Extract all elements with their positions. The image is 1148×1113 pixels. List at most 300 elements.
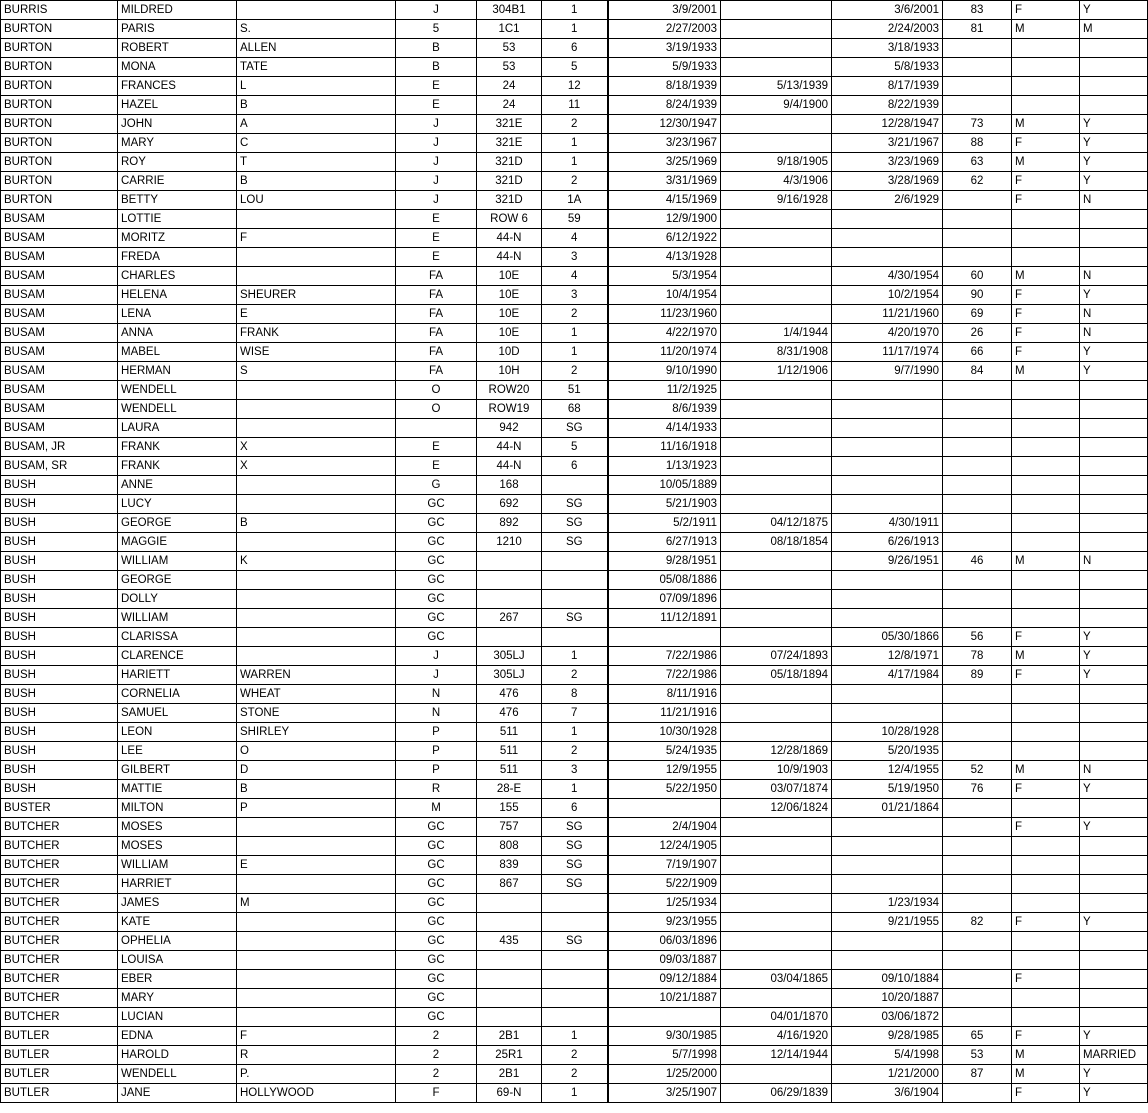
cell-birth-date — [721, 286, 832, 305]
table-row — [1, 305, 1148, 324]
cell-grave: SG — [542, 818, 608, 837]
cell-death-date: 8/17/1939 — [832, 77, 943, 96]
cell-lot: 44-N — [477, 248, 542, 267]
cell-section: GC — [396, 837, 477, 856]
table-row — [1, 666, 1148, 685]
cell-married — [1080, 989, 1148, 1008]
table-row — [1, 457, 1148, 476]
table-row — [1, 951, 1148, 970]
cell-married: Y — [1080, 1084, 1148, 1103]
cell-lot: 10E — [477, 267, 542, 286]
cell-sex: F — [1012, 305, 1080, 324]
cell-first-name: BETTY — [118, 191, 237, 210]
cell-first-name: DOLLY — [118, 590, 237, 609]
table-row — [1, 1027, 1148, 1046]
cell-last-name: BUSAM — [1, 381, 118, 400]
cell-first-name: GILBERT — [118, 761, 237, 780]
cell-death-date: 1/21/2000 — [832, 1065, 943, 1084]
table-row — [1, 1084, 1148, 1103]
cell-age — [943, 77, 1012, 96]
cell-married — [1080, 438, 1148, 457]
cell-death-date — [832, 571, 943, 590]
cell-married: N — [1080, 761, 1148, 780]
cell-last-name: BUSAM — [1, 210, 118, 229]
cell-middle-name: B — [237, 96, 396, 115]
cell-grave: 1 — [542, 1, 608, 20]
cell-first-name: MOSES — [118, 837, 237, 856]
cell-burial-date: 3/23/1967 — [608, 134, 721, 153]
cell-middle-name — [237, 419, 396, 438]
cell-lot: ROW 6 — [477, 210, 542, 229]
cell-last-name: BUSH — [1, 533, 118, 552]
cell-sex: F — [1012, 970, 1080, 989]
cell-birth-date — [721, 229, 832, 248]
table-row — [1, 704, 1148, 723]
cell-section: G — [396, 476, 477, 495]
cell-section: J — [396, 1, 477, 20]
cell-grave: 51 — [542, 381, 608, 400]
cell-first-name: CHARLES — [118, 267, 237, 286]
cell-death-date: 9/26/1951 — [832, 552, 943, 571]
cell-grave: 3 — [542, 761, 608, 780]
cell-last-name: BUSH — [1, 647, 118, 666]
cell-birth-date: 04/12/1875 — [721, 514, 832, 533]
cell-married — [1080, 419, 1148, 438]
table-row — [1, 362, 1148, 381]
cell-birth-date — [721, 590, 832, 609]
table-row — [1, 1, 1148, 20]
cell-sex: F — [1012, 191, 1080, 210]
cell-middle-name: WARREN — [237, 666, 396, 685]
cell-section: J — [396, 153, 477, 172]
cell-middle-name: FRANK — [237, 324, 396, 343]
cell-lot: 44-N — [477, 438, 542, 457]
cell-section: E — [396, 229, 477, 248]
cell-first-name: MARY — [118, 989, 237, 1008]
cell-birth-date — [721, 495, 832, 514]
cell-burial-date: 12/9/1955 — [608, 761, 721, 780]
cell-married — [1080, 96, 1148, 115]
cell-first-name: ROY — [118, 153, 237, 172]
cell-death-date — [832, 590, 943, 609]
table-row — [1, 761, 1148, 780]
table-row — [1, 913, 1148, 932]
cell-sex — [1012, 723, 1080, 742]
cell-first-name: EBER — [118, 970, 237, 989]
cell-middle-name: X — [237, 457, 396, 476]
cell-last-name: BURRIS — [1, 1, 118, 20]
cell-age: 62 — [943, 172, 1012, 191]
cell-age — [943, 1008, 1012, 1027]
cell-section: FA — [396, 286, 477, 305]
cell-age — [943, 856, 1012, 875]
cell-birth-date — [721, 1, 832, 20]
cell-married — [1080, 39, 1148, 58]
cell-burial-date: 8/24/1939 — [608, 96, 721, 115]
cell-last-name: BURTON — [1, 191, 118, 210]
cell-age — [943, 229, 1012, 248]
cell-first-name: LEON — [118, 723, 237, 742]
cell-last-name: BUSAM, JR — [1, 438, 118, 457]
cell-middle-name: L — [237, 77, 396, 96]
cell-burial-date: 11/20/1974 — [608, 343, 721, 362]
cell-married — [1080, 609, 1148, 628]
cell-middle-name — [237, 248, 396, 267]
cell-middle-name: P. — [237, 1065, 396, 1084]
cell-age: 83 — [943, 1, 1012, 20]
cell-married: Y — [1080, 115, 1148, 134]
cell-last-name: BUTLER — [1, 1046, 118, 1065]
cell-lot: 155 — [477, 799, 542, 818]
cell-death-date: 3/23/1969 — [832, 153, 943, 172]
cell-age: 82 — [943, 913, 1012, 932]
cell-grave — [542, 951, 608, 970]
cell-grave: 1 — [542, 343, 608, 362]
cell-birth-date: 04/01/1870 — [721, 1008, 832, 1027]
cell-birth-date: 07/24/1893 — [721, 647, 832, 666]
cell-lot: 24 — [477, 77, 542, 96]
cell-first-name: MARY — [118, 134, 237, 153]
cell-age — [943, 685, 1012, 704]
table-row — [1, 172, 1148, 191]
cell-lot — [477, 989, 542, 1008]
cell-lot: 476 — [477, 685, 542, 704]
cell-burial-date: 10/30/1928 — [608, 723, 721, 742]
cell-first-name: GEORGE — [118, 514, 237, 533]
cell-grave: 1 — [542, 134, 608, 153]
cell-lot: 53 — [477, 58, 542, 77]
cell-birth-date — [721, 913, 832, 932]
cell-burial-date: 9/10/1990 — [608, 362, 721, 381]
cell-first-name: CLARISSA — [118, 628, 237, 647]
cell-middle-name: SHIRLEY — [237, 723, 396, 742]
cell-lot: 321D — [477, 153, 542, 172]
cell-death-date — [832, 400, 943, 419]
cell-section: GC — [396, 951, 477, 970]
cell-middle-name — [237, 837, 396, 856]
cell-last-name: BUTCHER — [1, 875, 118, 894]
cell-middle-name: B — [237, 514, 396, 533]
cell-married — [1080, 1008, 1148, 1027]
cell-sex: F — [1012, 628, 1080, 647]
table-row — [1, 39, 1148, 58]
cell-section: 2 — [396, 1065, 477, 1084]
cell-grave: 3 — [542, 248, 608, 267]
cell-lot: 321E — [477, 115, 542, 134]
cell-birth-date — [721, 438, 832, 457]
cell-section: B — [396, 58, 477, 77]
cell-burial-date — [608, 628, 721, 647]
cell-birth-date — [721, 723, 832, 742]
cell-age — [943, 495, 1012, 514]
cell-first-name: MILTON — [118, 799, 237, 818]
cell-grave: SG — [542, 419, 608, 438]
cell-first-name: LAURA — [118, 419, 237, 438]
cell-married: Y — [1080, 647, 1148, 666]
cell-first-name: HARIETT — [118, 666, 237, 685]
table-row — [1, 590, 1148, 609]
cell-first-name: WENDELL — [118, 1065, 237, 1084]
cell-married — [1080, 58, 1148, 77]
cell-age — [943, 609, 1012, 628]
cell-last-name: BUSH — [1, 552, 118, 571]
cell-last-name: BURTON — [1, 20, 118, 39]
cell-last-name: BUSAM — [1, 286, 118, 305]
cell-sex — [1012, 96, 1080, 115]
cell-last-name: BUSH — [1, 761, 118, 780]
cell-section: 5 — [396, 20, 477, 39]
cell-birth-date: 05/18/1894 — [721, 666, 832, 685]
cell-middle-name — [237, 989, 396, 1008]
cell-burial-date: 8/18/1939 — [608, 77, 721, 96]
cell-last-name: BUSAM — [1, 324, 118, 343]
cell-grave: 11 — [542, 96, 608, 115]
cell-first-name: HAZEL — [118, 96, 237, 115]
cell-age — [943, 1084, 1012, 1103]
cell-lot — [477, 590, 542, 609]
cell-death-date: 12/8/1971 — [832, 647, 943, 666]
cell-grave: 1 — [542, 1027, 608, 1046]
cell-sex — [1012, 533, 1080, 552]
cell-last-name: BURTON — [1, 115, 118, 134]
cell-age — [943, 837, 1012, 856]
table-row — [1, 286, 1148, 305]
cell-death-date: 4/30/1911 — [832, 514, 943, 533]
cell-birth-date — [721, 1065, 832, 1084]
cell-middle-name: SHEURER — [237, 286, 396, 305]
cell-first-name: JAMES — [118, 894, 237, 913]
cell-death-date: 12/4/1955 — [832, 761, 943, 780]
cell-burial-date: 12/30/1947 — [608, 115, 721, 134]
cell-grave: 2 — [542, 305, 608, 324]
cell-burial-date: 3/19/1933 — [608, 39, 721, 58]
cell-age — [943, 400, 1012, 419]
cell-birth-date — [721, 381, 832, 400]
cell-lot: 321E — [477, 134, 542, 153]
table-row — [1, 419, 1148, 438]
cell-first-name: LEE — [118, 742, 237, 761]
cell-lot: 10E — [477, 305, 542, 324]
cell-age: 88 — [943, 134, 1012, 153]
cell-section — [396, 419, 477, 438]
cell-burial-date: 9/23/1955 — [608, 913, 721, 932]
cell-lot: 757 — [477, 818, 542, 837]
cell-section: GC — [396, 989, 477, 1008]
cell-death-date: 5/20/1935 — [832, 742, 943, 761]
cell-sex — [1012, 438, 1080, 457]
cell-birth-date: 12/14/1944 — [721, 1046, 832, 1065]
cell-age: 53 — [943, 1046, 1012, 1065]
cell-first-name: WENDELL — [118, 400, 237, 419]
cell-grave: 2 — [542, 1046, 608, 1065]
cell-age — [943, 742, 1012, 761]
cell-age: 89 — [943, 666, 1012, 685]
cell-lot: 10D — [477, 343, 542, 362]
cell-last-name: BUSH — [1, 723, 118, 742]
cell-age: 60 — [943, 267, 1012, 286]
cell-lot: 10E — [477, 286, 542, 305]
cell-death-date: 10/20/1887 — [832, 989, 943, 1008]
cell-sex — [1012, 704, 1080, 723]
cell-middle-name: C — [237, 134, 396, 153]
cell-middle-name — [237, 400, 396, 419]
cell-death-date — [832, 837, 943, 856]
cell-last-name: BURTON — [1, 39, 118, 58]
cell-death-date: 11/21/1960 — [832, 305, 943, 324]
table-row — [1, 1008, 1148, 1027]
cell-death-date — [832, 476, 943, 495]
table-row — [1, 1065, 1148, 1084]
cell-section: GC — [396, 818, 477, 837]
cell-burial-date: 8/11/1916 — [608, 685, 721, 704]
cell-burial-date: 11/21/1916 — [608, 704, 721, 723]
cell-sex: F — [1012, 818, 1080, 837]
table-row — [1, 552, 1148, 571]
cell-lot: 1210 — [477, 533, 542, 552]
cell-grave: 2 — [542, 362, 608, 381]
cell-death-date: 01/21/1864 — [832, 799, 943, 818]
cell-married — [1080, 685, 1148, 704]
cell-death-date — [832, 951, 943, 970]
cell-section: N — [396, 685, 477, 704]
cell-death-date — [832, 875, 943, 894]
cell-first-name: PARIS — [118, 20, 237, 39]
table-row — [1, 818, 1148, 837]
cell-middle-name: X — [237, 438, 396, 457]
cell-sex — [1012, 989, 1080, 1008]
cell-married — [1080, 229, 1148, 248]
cell-first-name: ANNA — [118, 324, 237, 343]
cell-burial-date: 5/3/1954 — [608, 267, 721, 286]
cell-birth-date — [721, 305, 832, 324]
table-row — [1, 837, 1148, 856]
cell-last-name: BUTCHER — [1, 894, 118, 913]
cell-married — [1080, 799, 1148, 818]
cell-burial-date: 5/22/1909 — [608, 875, 721, 894]
table-row — [1, 77, 1148, 96]
cell-sex: F — [1012, 1, 1080, 20]
cell-grave: 1 — [542, 647, 608, 666]
cell-burial-date: 1/25/1934 — [608, 894, 721, 913]
cell-married: N — [1080, 552, 1148, 571]
cell-married — [1080, 951, 1148, 970]
cell-middle-name — [237, 609, 396, 628]
cell-sex — [1012, 457, 1080, 476]
cell-burial-date: 10/4/1954 — [608, 286, 721, 305]
cell-middle-name: D — [237, 761, 396, 780]
cell-age — [943, 210, 1012, 229]
table-row — [1, 875, 1148, 894]
cell-sex — [1012, 400, 1080, 419]
cell-last-name: BUSH — [1, 495, 118, 514]
cell-age: 66 — [943, 343, 1012, 362]
cell-sex — [1012, 514, 1080, 533]
table-row — [1, 723, 1148, 742]
cell-birth-date: 4/16/1920 — [721, 1027, 832, 1046]
cell-death-date: 09/10/1884 — [832, 970, 943, 989]
cell-section: J — [396, 115, 477, 134]
cell-married: N — [1080, 305, 1148, 324]
cell-section: E — [396, 438, 477, 457]
cell-death-date: 4/20/1970 — [832, 324, 943, 343]
cell-grave: 6 — [542, 39, 608, 58]
cell-death-date: 3/28/1969 — [832, 172, 943, 191]
cell-birth-date — [721, 818, 832, 837]
cell-first-name: CLARENCE — [118, 647, 237, 666]
cell-death-date: 3/6/2001 — [832, 1, 943, 20]
cell-sex — [1012, 609, 1080, 628]
cell-last-name: BUTCHER — [1, 818, 118, 837]
cell-birth-date: 03/07/1874 — [721, 780, 832, 799]
cell-first-name: HELENA — [118, 286, 237, 305]
table-row — [1, 989, 1148, 1008]
cell-birth-date — [721, 115, 832, 134]
cell-section: GC — [396, 571, 477, 590]
cell-burial-date: 12/9/1900 — [608, 210, 721, 229]
cell-grave: 1 — [542, 153, 608, 172]
cell-grave: SG — [542, 514, 608, 533]
cell-section: GC — [396, 609, 477, 628]
cell-middle-name — [237, 875, 396, 894]
table-row — [1, 191, 1148, 210]
cell-birth-date — [721, 267, 832, 286]
cell-last-name: BUSAM — [1, 362, 118, 381]
cell-lot: 476 — [477, 704, 542, 723]
cell-lot — [477, 1008, 542, 1027]
cell-birth-date — [721, 20, 832, 39]
table-row — [1, 438, 1148, 457]
cell-burial-date: 4/14/1933 — [608, 419, 721, 438]
cell-burial-date: 11/12/1891 — [608, 609, 721, 628]
cell-sex: F — [1012, 172, 1080, 191]
cell-death-date — [832, 457, 943, 476]
cell-lot: 692 — [477, 495, 542, 514]
cell-lot: 511 — [477, 723, 542, 742]
cell-birth-date: 9/16/1928 — [721, 191, 832, 210]
cell-first-name: GEORGE — [118, 571, 237, 590]
cell-lot: 2B1 — [477, 1065, 542, 1084]
cell-death-date: 2/6/1929 — [832, 191, 943, 210]
table-row — [1, 799, 1148, 818]
cell-middle-name — [237, 590, 396, 609]
cell-sex — [1012, 58, 1080, 77]
cell-section: FA — [396, 324, 477, 343]
cell-sex — [1012, 381, 1080, 400]
cell-lot: 53 — [477, 39, 542, 58]
cell-age: 81 — [943, 20, 1012, 39]
cell-birth-date — [721, 419, 832, 438]
cell-grave — [542, 970, 608, 989]
cell-last-name: BUTCHER — [1, 837, 118, 856]
cell-burial-date: 3/25/1969 — [608, 153, 721, 172]
cell-lot: 892 — [477, 514, 542, 533]
cell-married — [1080, 400, 1148, 419]
cell-grave: 5 — [542, 58, 608, 77]
cell-death-date — [832, 856, 943, 875]
cell-middle-name: ALLEN — [237, 39, 396, 58]
cell-lot: 24 — [477, 96, 542, 115]
cell-sex: F — [1012, 780, 1080, 799]
cell-grave: 1 — [542, 1084, 608, 1103]
cell-age — [943, 951, 1012, 970]
cell-last-name: BUSAM — [1, 267, 118, 286]
cell-age — [943, 932, 1012, 951]
table-row — [1, 856, 1148, 875]
cell-grave: 6 — [542, 457, 608, 476]
cell-birth-date — [721, 210, 832, 229]
cell-first-name: MILDRED — [118, 1, 237, 20]
cell-burial-date: 07/09/1896 — [608, 590, 721, 609]
